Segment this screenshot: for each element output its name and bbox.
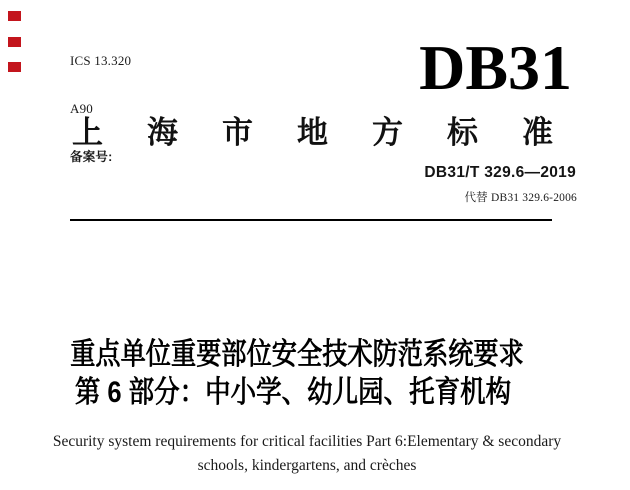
standard-name-char: 准	[522, 115, 553, 150]
ics-code: ICS 13.320	[70, 53, 132, 68]
standard-name-char: 上	[72, 115, 103, 150]
title-block	[0, 336, 630, 412]
replaced-standard: 代替 DB31 329.6-2006	[464, 192, 577, 204]
db31-logo: DB31	[419, 32, 572, 103]
record-number-label: 备案号:	[70, 150, 113, 164]
red-mark	[8, 37, 21, 47]
standard-name-char: 海	[147, 115, 178, 150]
subtitle-en-line-2: schools, kindergartens, and crèches	[197, 457, 417, 474]
standard-number: DB31/T 329.6—2019	[424, 164, 576, 181]
red-mark	[8, 11, 21, 21]
ics-block	[70, 21, 131, 197]
red-mark	[8, 62, 21, 72]
standard-name-char: 方	[372, 115, 403, 150]
classification-code: A90	[70, 101, 93, 116]
standard-name-char: 市	[222, 115, 253, 150]
subtitle-english	[0, 430, 622, 478]
subtitle-en-line-1: Security system requirements for critical facilities Part 6:Elementary & secondary	[52, 433, 562, 450]
standard-name-char: 标	[447, 115, 478, 150]
standard-name-band	[72, 114, 553, 152]
standard-name-char: 地	[297, 115, 328, 150]
title-line-2: 第 6 部分：中小学、幼儿园、托育机构	[74, 376, 512, 409]
divider-rule	[70, 219, 552, 221]
title-line-1: 重点单位重要部位安全技术防范系统要求	[70, 338, 524, 371]
